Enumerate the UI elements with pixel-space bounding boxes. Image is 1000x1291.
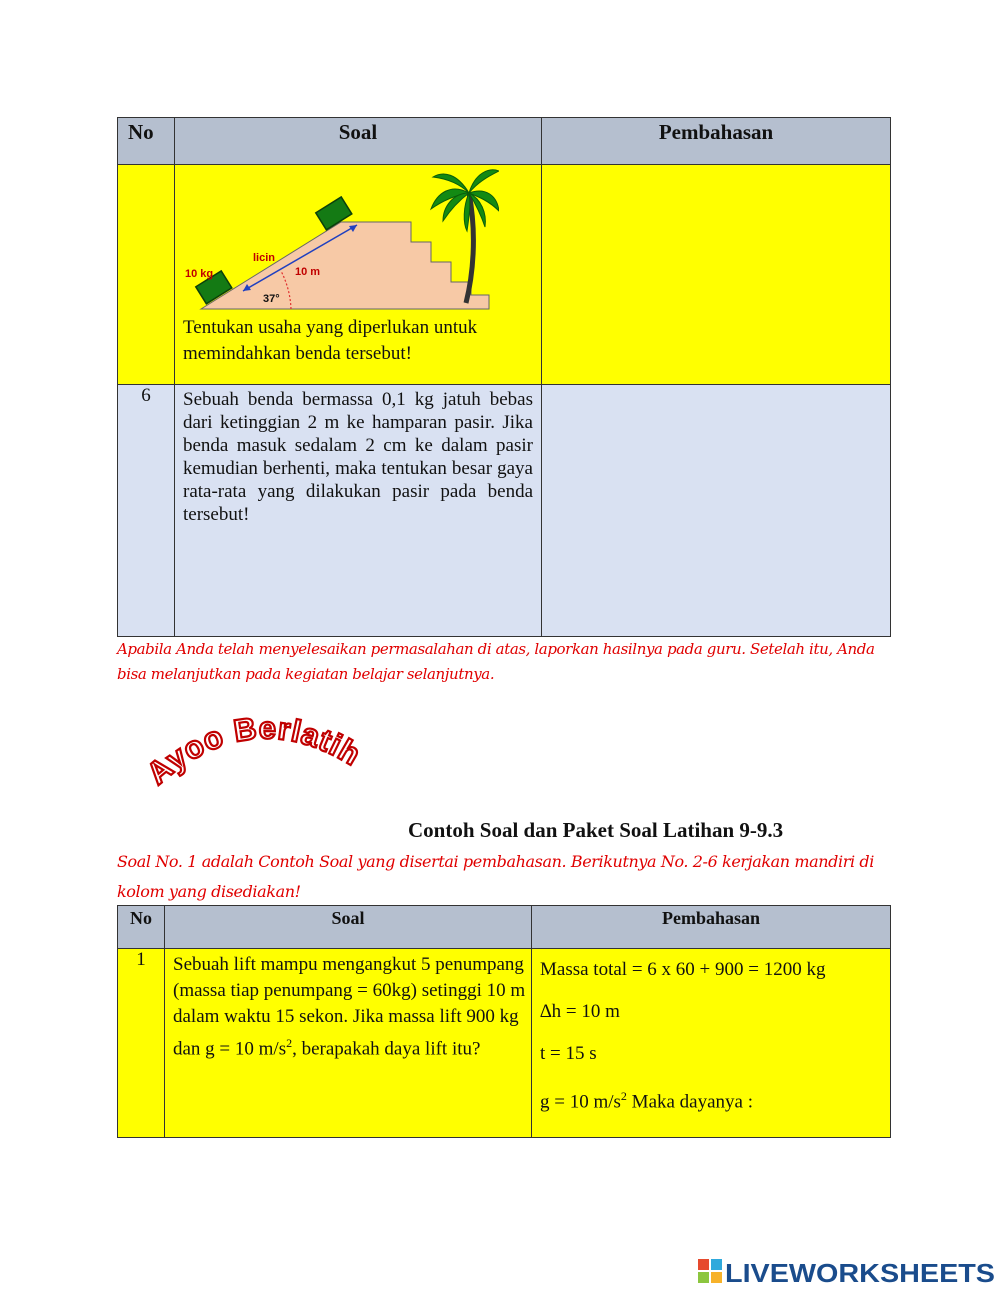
incline-figure [181,165,499,313]
question-cell [175,385,542,637]
answer-gravity-part2: Maka dayanya : [626,1091,754,1113]
surface-label: licin [253,252,276,264]
table-row [118,385,891,637]
hill-shape [201,222,489,309]
header-soal: Soal [165,906,532,949]
brand-text: LIVEWORKSHEETS [725,1258,995,1286]
question-text: Sebuah benda bermassa 0,1 kg jatuh bebas dari ketinggian 2 m ke hamparan pasir. Jika benda masuk sedalam 2 cm ke dalam pasir kemudian berhenti, maka tentukan besar gaya rata-rata yang dilakukan pasir pada benda tersebut! [183,389,533,525]
answer-cell[interactable] [542,165,891,385]
answer-line-time: t = 15 s [540,1043,597,1064]
header-soal: Soal [175,118,542,165]
question-cell [175,165,542,385]
mass-label: 10 kg [185,268,214,280]
question-text-part1: Sebuah lift mampu mengangkut 5 penumpang (massa tiap penumpang = 60kg) setinggi 10 m dalam waktu 15 sekon. Jika massa lift 900 kg dan g = 10 m/s [173,954,526,1060]
palm-fronds [431,170,499,231]
length-label: 10 m [295,266,321,278]
svg-text:Ayoo Berlatih [140,710,367,791]
header-pembahasan: Pembahasan [542,118,891,165]
row-number [118,165,175,385]
section-title: Contoh Soal dan Paket Soal Latihan 9-9.3 [408,818,784,842]
instruction-note: Apabila Anda telah menyelesaikan permasalahan di atas, laporkan hasilnya pada guru. Setelah itu, Anda bisa melanjutkan pada kegiatan belajar selanjutnya. [117,640,875,683]
logo-squares-icon [698,1259,722,1283]
header-pembahasan: Pembahasan [532,906,891,949]
question-text: Tentukan usaha yang diperlukan untuk memindahkan benda tersebut! [183,317,478,364]
angle-label: 37° [263,293,280,305]
row-number: 1 [118,949,165,1138]
answer-cell[interactable] [542,385,891,637]
answer-gravity-part1: g = 10 m/s [540,1091,621,1113]
question-cell [165,949,532,1138]
wordart-ayoo-berlatih [140,708,400,798]
table-row [118,165,891,385]
row-number: 6 [118,385,175,637]
wordart-text: Ayoo Berlatih [140,710,368,792]
question-text-part2: , berapakah daya lift itu? [292,1038,481,1060]
answer-cell [532,949,891,1138]
answer-line-mass: Massa total = 6 x 60 + 900 = 1200 kg [540,959,826,980]
header-no: No [118,118,175,165]
answer-line-gravity [540,1075,882,1123]
questions-table-bottom [117,905,891,1138]
questions-table-top [117,117,891,637]
liveworksheets-logo [698,1256,998,1286]
question-text [165,949,531,1062]
instruction-note-2: Soal No. 1 adalah Contoh Soal yang disertai pembahasan. Berikutnya No. 2-6 kerjakan mandiri di kolom yang disediakan! [117,852,874,901]
header-no: No [118,906,165,949]
table-row [118,949,891,1138]
question-superscript: 2 [286,1036,293,1050]
answer-gravity-superscript: 2 [620,1089,627,1103]
answer-line-height: ∆h = 10 m [540,1001,620,1022]
